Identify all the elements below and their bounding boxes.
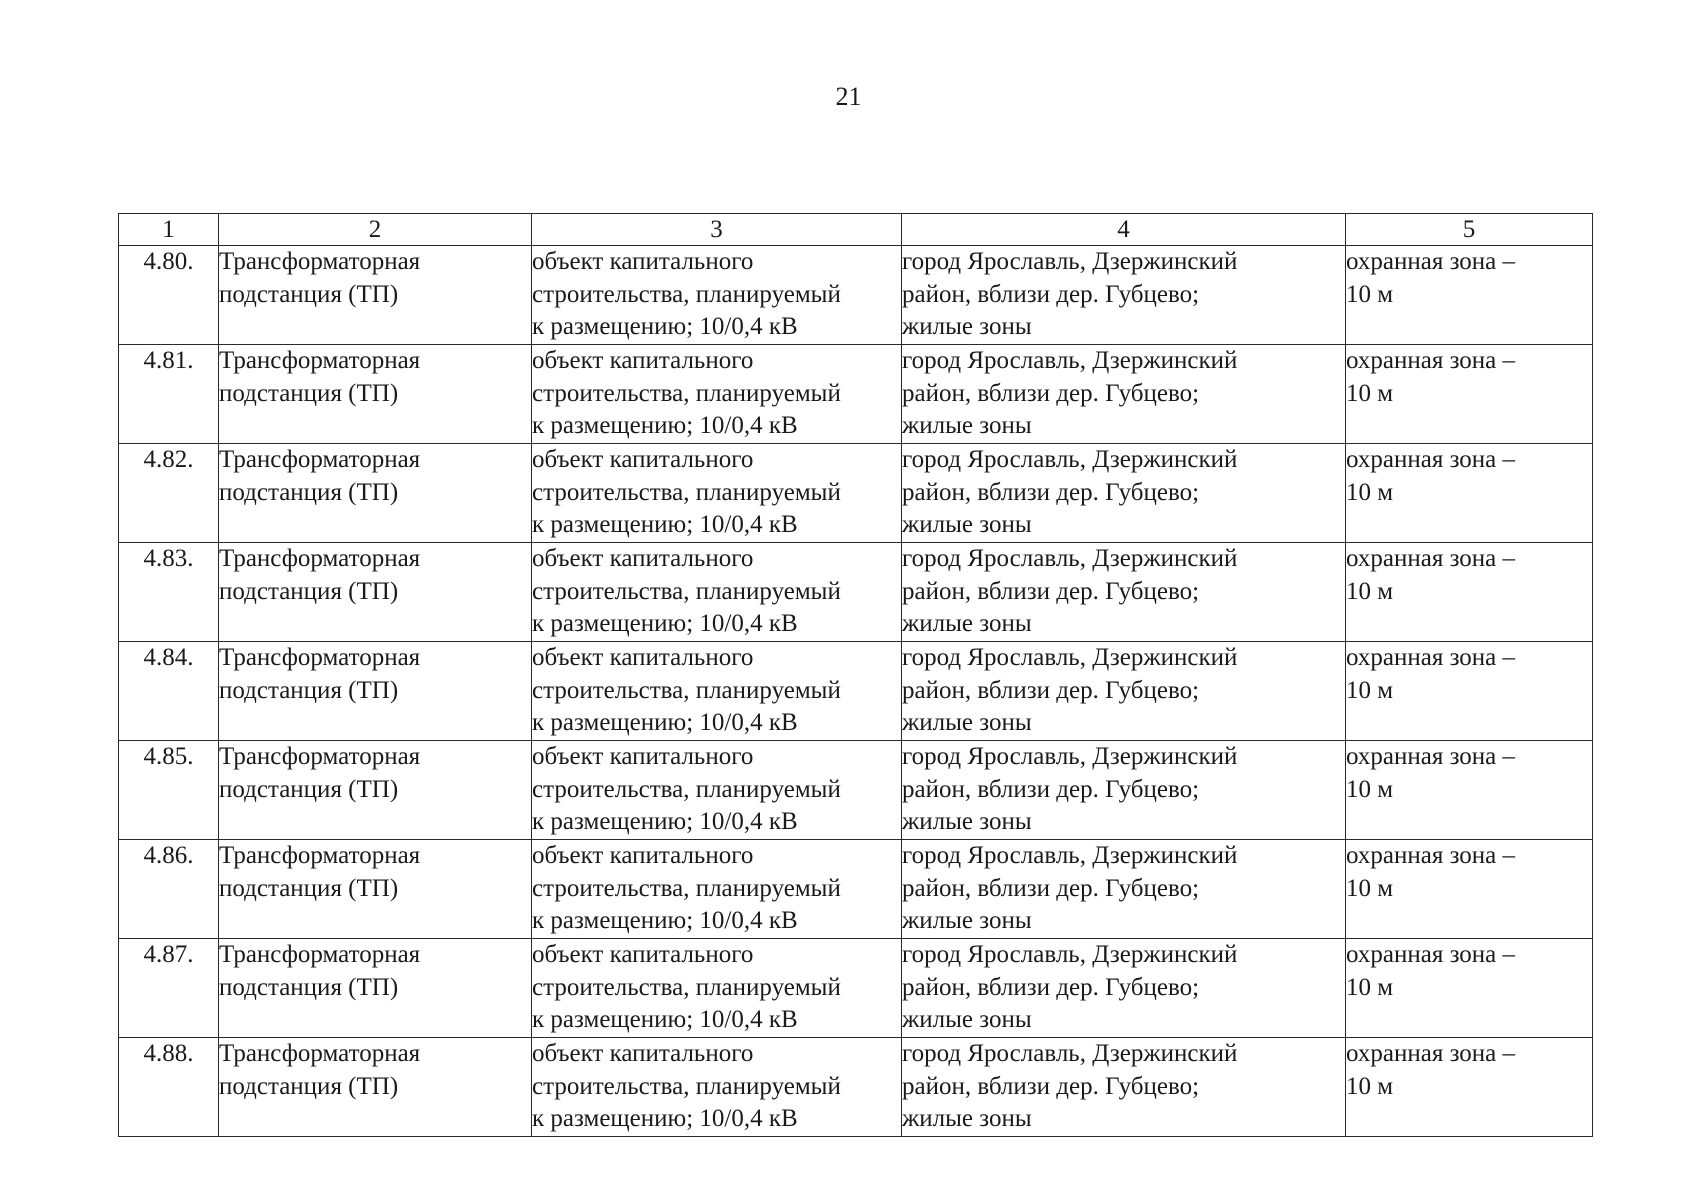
- object-location-line: район, вблизи дер. Губцево;: [902, 379, 1200, 407]
- object-location-line: город Ярославль, Дзержинский: [902, 446, 1238, 473]
- object-name: [219, 444, 532, 543]
- object-location-line: жилые зоны: [902, 1006, 1032, 1033]
- object-location-line: район, вблизи дер. Губцево;: [902, 1072, 1200, 1100]
- row-number: 4.80.: [119, 246, 219, 345]
- object-name-line: Трансформаторная: [219, 743, 421, 770]
- object-location-line: город Ярославль, Дзержинский: [902, 347, 1238, 374]
- object-description: [532, 1038, 902, 1137]
- object-location: [902, 246, 1346, 345]
- object-description-line: к размещению; 10/0,4 кВ: [532, 808, 798, 835]
- object-description: [532, 840, 902, 939]
- object-name: [219, 939, 532, 1038]
- object-description: [532, 444, 902, 543]
- object-location-line: жилые зоны: [902, 709, 1032, 736]
- object-description-line: объект капитального: [532, 1040, 754, 1067]
- row-number: 4.88.: [119, 1038, 219, 1137]
- object-location-line: район, вблизи дер. Губцево;: [902, 676, 1200, 704]
- object-description-line: объект капитального: [532, 842, 754, 869]
- object-name-line: Трансформаторная: [219, 644, 421, 671]
- protection-zone: [1346, 840, 1593, 939]
- header-col-1: 1: [119, 214, 219, 246]
- object-name: [219, 840, 532, 939]
- object-location-line: город Ярославль, Дзержинский: [902, 248, 1238, 275]
- object-name-line: подстанция (ТП): [219, 973, 399, 1001]
- object-description-line: объект капитального: [532, 347, 754, 374]
- object-name-line: подстанция (ТП): [219, 379, 399, 407]
- object-name-line: подстанция (ТП): [219, 577, 399, 605]
- object-location-line: район, вблизи дер. Губцево;: [902, 973, 1200, 1001]
- object-description: [532, 246, 902, 345]
- protection-zone: [1346, 246, 1593, 345]
- page-number: 21: [835, 82, 862, 111]
- object-description-line: объект капитального: [532, 545, 754, 572]
- object-name-line: Трансформаторная: [219, 545, 421, 572]
- protection-zone-line: охранная зона –: [1346, 347, 1516, 374]
- row-number: 4.84.: [119, 642, 219, 741]
- object-location-line: город Ярославль, Дзержинский: [902, 842, 1238, 869]
- object-name-line: подстанция (ТП): [219, 280, 399, 308]
- protection-zone-line: охранная зона –: [1346, 842, 1516, 869]
- object-description-line: к размещению; 10/0,4 кВ: [532, 709, 798, 736]
- protection-zone-line: охранная зона –: [1346, 545, 1516, 572]
- row-number: 4.82.: [119, 444, 219, 543]
- object-description-line: к размещению; 10/0,4 кВ: [532, 313, 798, 340]
- object-description-line: к размещению; 10/0,4 кВ: [532, 412, 798, 439]
- table-header-row: [119, 214, 1593, 246]
- row-number: 4.86.: [119, 840, 219, 939]
- object-name-line: подстанция (ТП): [219, 478, 399, 506]
- object-name-line: Трансформаторная: [219, 1040, 421, 1067]
- protection-zone-line: охранная зона –: [1346, 743, 1516, 770]
- table-row: [119, 642, 1593, 741]
- object-location: [902, 543, 1346, 642]
- object-location-line: район, вблизи дер. Губцево;: [902, 280, 1200, 308]
- object-name-line: подстанция (ТП): [219, 1072, 399, 1100]
- object-name-line: подстанция (ТП): [219, 676, 399, 704]
- protection-zone: [1346, 345, 1593, 444]
- protection-zone-line: 10 м: [1346, 676, 1394, 704]
- object-description-line: к размещению; 10/0,4 кВ: [532, 511, 798, 538]
- table-row: [119, 1038, 1593, 1137]
- object-description-line: строительства, планируемый: [532, 874, 841, 902]
- row-number: 4.87.: [119, 939, 219, 1038]
- object-location-line: жилые зоны: [902, 610, 1032, 637]
- object-description-line: строительства, планируемый: [532, 973, 841, 1001]
- header-col-2: 2: [219, 214, 532, 246]
- object-location-line: город Ярославль, Дзержинский: [902, 743, 1238, 770]
- object-description: [532, 642, 902, 741]
- object-location-line: жилые зоны: [902, 808, 1032, 835]
- object-description-line: к размещению; 10/0,4 кВ: [532, 1006, 798, 1033]
- object-location-line: район, вблизи дер. Губцево;: [902, 775, 1200, 803]
- object-description-line: объект капитального: [532, 941, 754, 968]
- protection-zone-line: охранная зона –: [1346, 644, 1516, 671]
- protection-zone: [1346, 1038, 1593, 1137]
- object-name-line: подстанция (ТП): [219, 775, 399, 803]
- protection-zone: [1346, 939, 1593, 1038]
- object-name: [219, 246, 532, 345]
- table-row: [119, 939, 1593, 1038]
- object-name-line: подстанция (ТП): [219, 874, 399, 902]
- object-description-line: строительства, планируемый: [532, 280, 841, 308]
- object-name-line: Трансформаторная: [219, 248, 421, 275]
- object-description-line: строительства, планируемый: [532, 577, 841, 605]
- objects-table: [118, 213, 1593, 1137]
- header-col-5: 5: [1346, 214, 1593, 246]
- object-location: [902, 1038, 1346, 1137]
- object-location-line: город Ярославль, Дзержинский: [902, 545, 1238, 572]
- protection-zone-line: охранная зона –: [1346, 446, 1516, 473]
- table-row: [119, 444, 1593, 543]
- object-description: [532, 741, 902, 840]
- object-description-line: объект капитального: [532, 644, 754, 671]
- protection-zone-line: охранная зона –: [1346, 941, 1516, 968]
- protection-zone: [1346, 543, 1593, 642]
- object-name-line: Трансформаторная: [219, 347, 421, 374]
- protection-zone-line: 10 м: [1346, 478, 1394, 506]
- object-description-line: объект капитального: [532, 248, 754, 275]
- protection-zone-line: 10 м: [1346, 1072, 1394, 1100]
- object-location-line: город Ярославль, Дзержинский: [902, 644, 1238, 671]
- protection-zone-line: 10 м: [1346, 775, 1394, 803]
- table-row: [119, 246, 1593, 345]
- object-description-line: объект капитального: [532, 743, 754, 770]
- object-location: [902, 939, 1346, 1038]
- object-name: [219, 741, 532, 840]
- object-location-line: жилые зоны: [902, 313, 1032, 340]
- row-number: 4.81.: [119, 345, 219, 444]
- table-row: [119, 840, 1593, 939]
- object-location: [902, 642, 1346, 741]
- protection-zone: [1346, 642, 1593, 741]
- header-col-4: 4: [902, 214, 1346, 246]
- object-name: [219, 345, 532, 444]
- table-row: [119, 543, 1593, 642]
- object-location: [902, 444, 1346, 543]
- object-description-line: объект капитального: [532, 446, 754, 473]
- object-location-line: жилые зоны: [902, 412, 1032, 439]
- object-location-line: город Ярославль, Дзержинский: [902, 1040, 1238, 1067]
- object-description-line: строительства, планируемый: [532, 775, 841, 803]
- object-name-line: Трансформаторная: [219, 941, 421, 968]
- protection-zone-line: 10 м: [1346, 379, 1394, 407]
- protection-zone-line: охранная зона –: [1346, 1040, 1516, 1067]
- object-description-line: к размещению; 10/0,4 кВ: [532, 907, 798, 934]
- table-body: [119, 246, 1593, 1137]
- object-description: [532, 939, 902, 1038]
- object-location-line: район, вблизи дер. Губцево;: [902, 478, 1200, 506]
- object-location-line: жилые зоны: [902, 907, 1032, 934]
- protection-zone-line: 10 м: [1346, 874, 1394, 902]
- object-description: [532, 345, 902, 444]
- object-name: [219, 642, 532, 741]
- object-location-line: район, вблизи дер. Губцево;: [902, 874, 1200, 902]
- protection-zone-line: 10 м: [1346, 280, 1394, 308]
- object-description-line: к размещению; 10/0,4 кВ: [532, 1105, 798, 1132]
- object-description: [532, 543, 902, 642]
- object-location: [902, 840, 1346, 939]
- protection-zone-line: 10 м: [1346, 577, 1394, 605]
- object-location-line: жилые зоны: [902, 511, 1032, 538]
- table-row: [119, 345, 1593, 444]
- header-col-3: 3: [532, 214, 902, 246]
- object-description-line: строительства, планируемый: [532, 379, 841, 407]
- object-description-line: строительства, планируемый: [532, 676, 841, 704]
- object-location-line: город Ярославль, Дзержинский: [902, 941, 1238, 968]
- object-name-line: Трансформаторная: [219, 842, 421, 869]
- protection-zone-line: охранная зона –: [1346, 248, 1516, 275]
- protection-zone: [1346, 444, 1593, 543]
- object-name: [219, 1038, 532, 1137]
- object-description-line: к размещению; 10/0,4 кВ: [532, 610, 798, 637]
- object-location-line: район, вблизи дер. Губцево;: [902, 577, 1200, 605]
- object-name: [219, 543, 532, 642]
- table-row: [119, 741, 1593, 840]
- object-location: [902, 345, 1346, 444]
- object-description-line: строительства, планируемый: [532, 1072, 841, 1100]
- object-name-line: Трансформаторная: [219, 446, 421, 473]
- row-number: 4.85.: [119, 741, 219, 840]
- row-number: 4.83.: [119, 543, 219, 642]
- object-location: [902, 741, 1346, 840]
- protection-zone: [1346, 741, 1593, 840]
- protection-zone-line: 10 м: [1346, 973, 1394, 1001]
- object-location-line: жилые зоны: [902, 1105, 1032, 1132]
- object-description-line: строительства, планируемый: [532, 478, 841, 506]
